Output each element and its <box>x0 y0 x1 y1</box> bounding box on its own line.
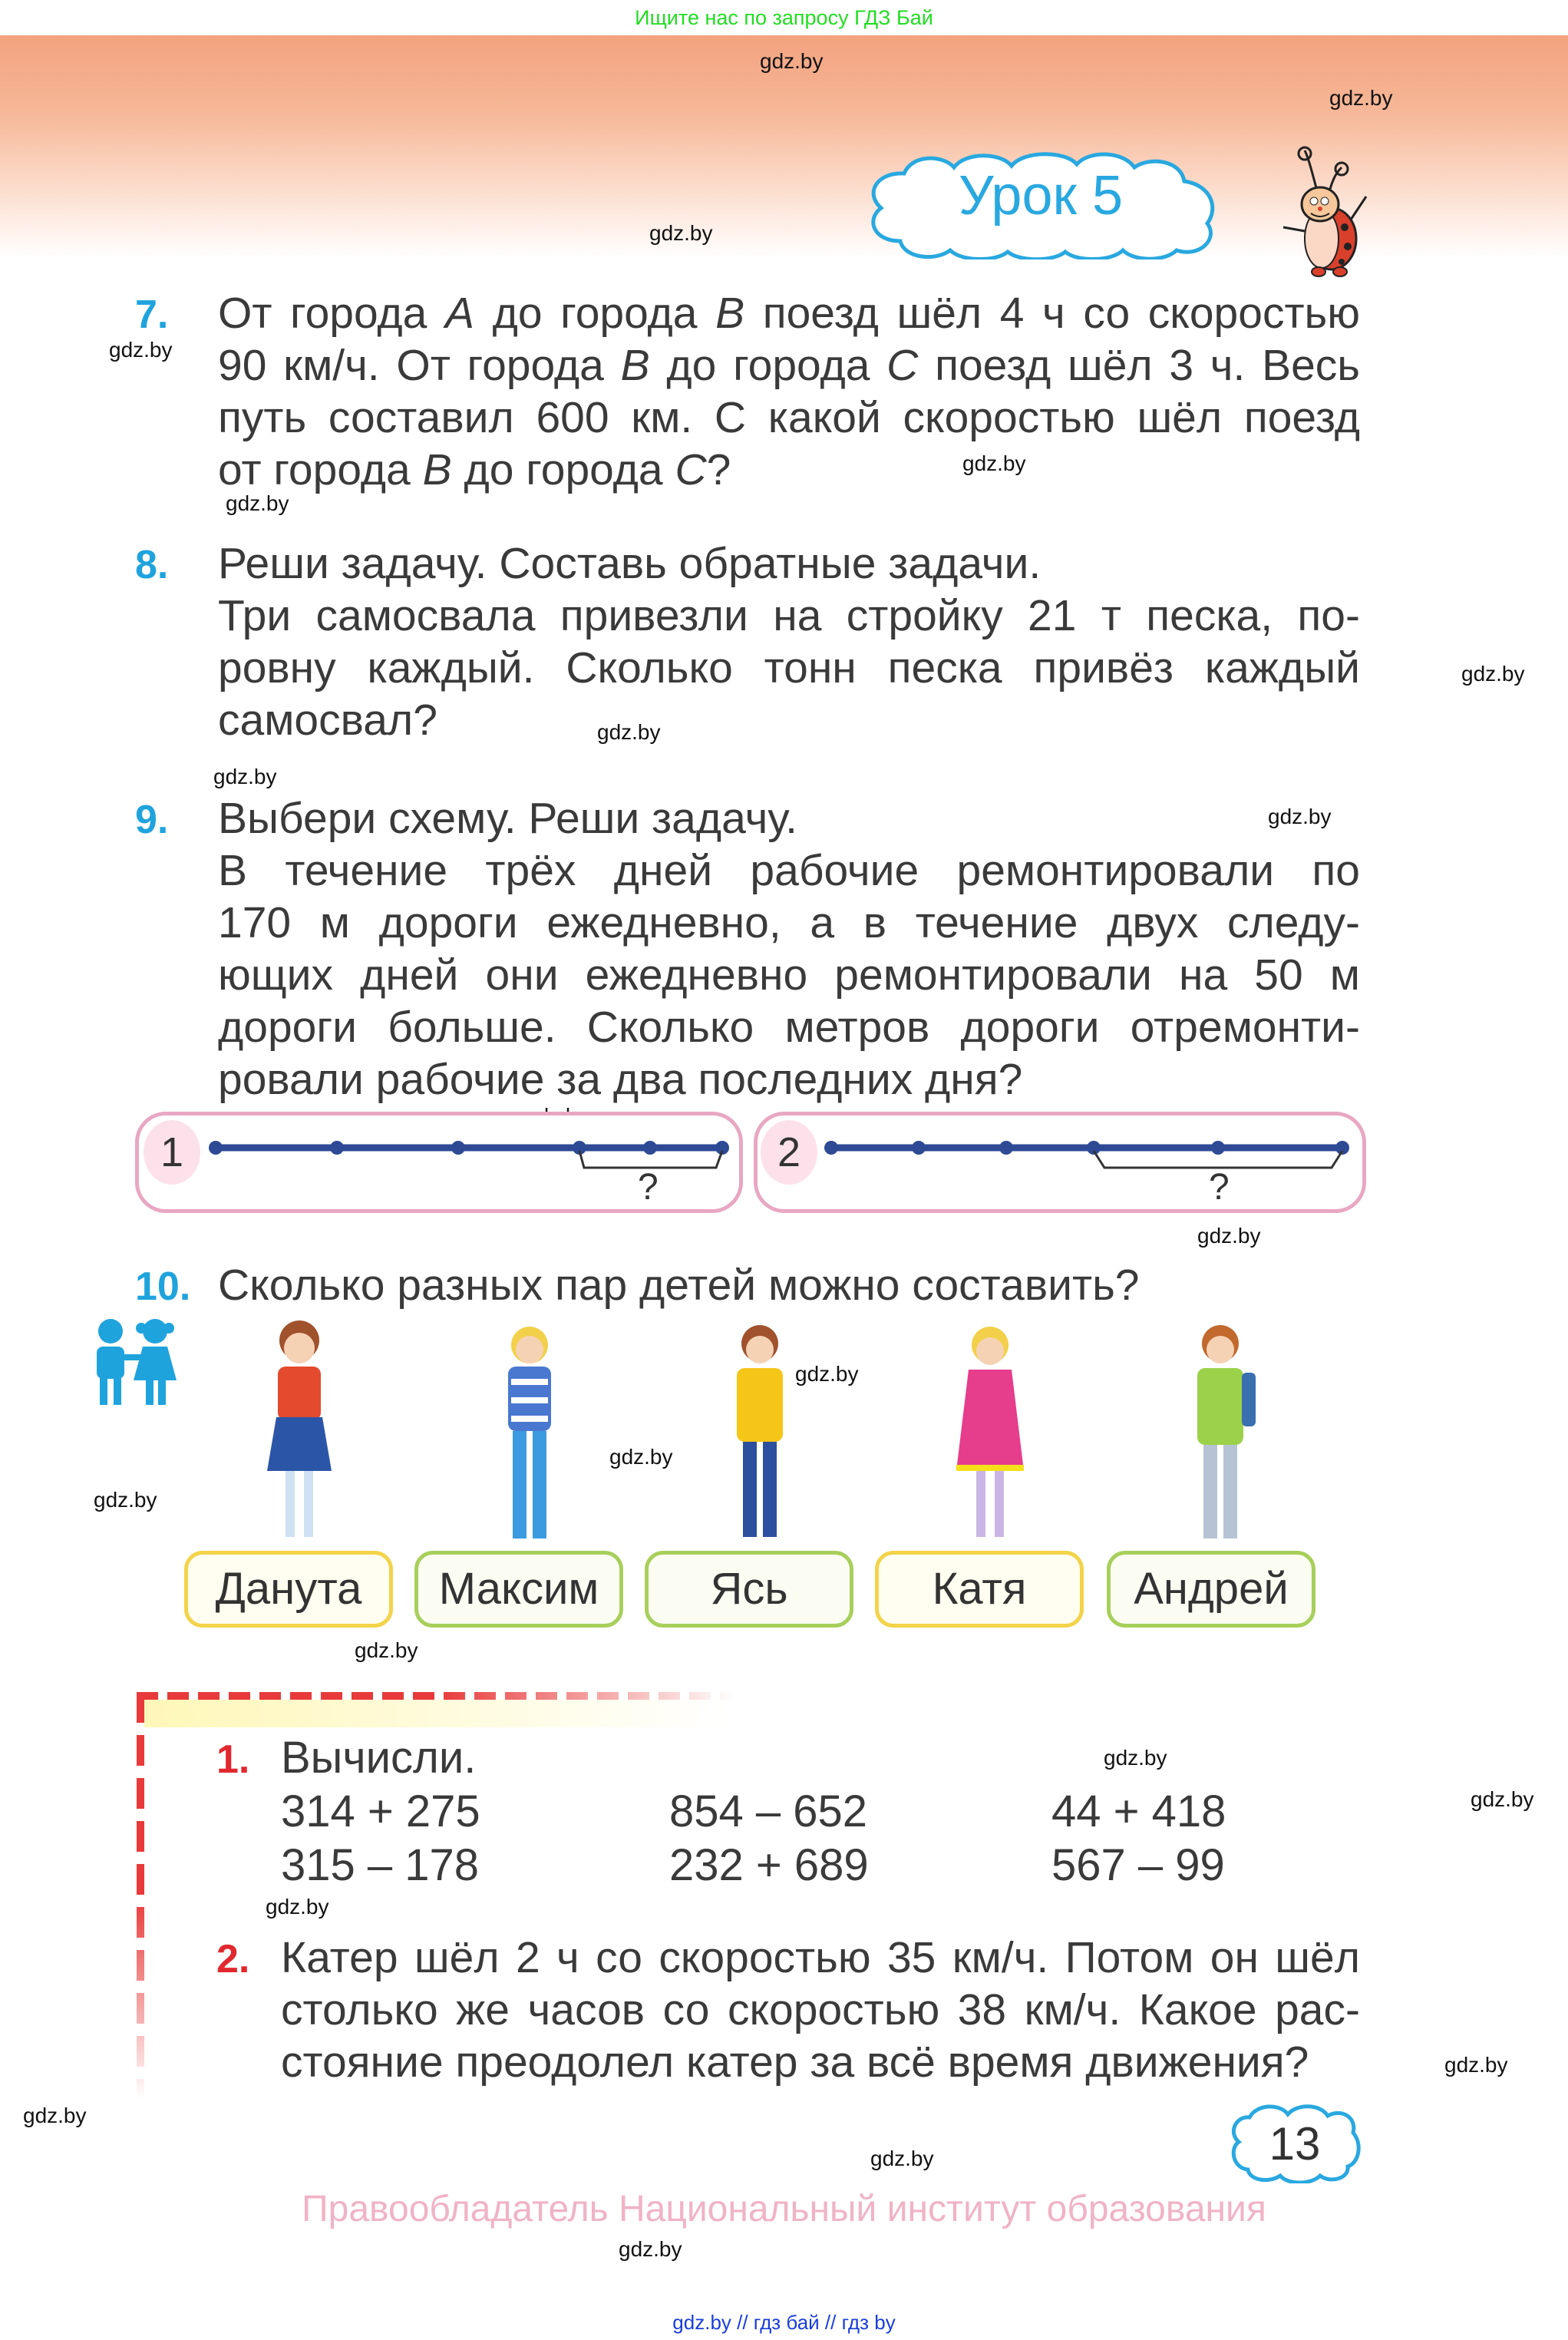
watermark: gdz.by <box>355 1638 418 1662</box>
watermark: gdz.by <box>109 338 173 362</box>
task-7-number: 7. <box>135 292 169 337</box>
task-7-text: От города A до города B поезд шёл 4 ч со скоростью 90 км/ч. От города B до города C поезд шёл 3 ч. Весь путь составил 600 км. С какой скоростью шёл поезд от города B до города C? <box>218 289 1360 494</box>
scheme-1[interactable] <box>135 1112 743 1213</box>
expression: 44 + 418 <box>1051 1786 1226 1836</box>
expression: 314 + 275 <box>281 1786 480 1836</box>
watermark: gdz.by <box>962 451 1026 475</box>
search-banner <box>0 0 1568 35</box>
watermark: gdz.by <box>266 1895 329 1919</box>
child-danuta-figure <box>267 1320 332 1537</box>
homework-frame-highlight <box>144 1700 728 1727</box>
scheme-1-question: ? <box>638 1167 659 1208</box>
watermark: gdz.by <box>1444 2053 1508 2077</box>
task-10-question: Сколько разных пар детей можно составить? <box>218 1261 1140 1310</box>
child-andrey-figure <box>1197 1325 1256 1539</box>
search-banner-text: Ищите нас по запросу ГДЗ Бай <box>635 6 933 29</box>
child-name-danuta: Данута <box>184 1551 393 1628</box>
homework-frame-top <box>137 1692 735 1700</box>
child-name-katya: Катя <box>875 1551 1084 1628</box>
scheme-2-diagram <box>758 1115 1362 1209</box>
scheme-2[interactable] <box>754 1112 1366 1213</box>
watermark: gdz.by <box>1461 662 1525 686</box>
expression: 567 – 99 <box>1051 1840 1225 1890</box>
child-name-yas: Ясь <box>645 1551 853 1628</box>
expression: 315 – 178 <box>281 1840 480 1890</box>
scheme-1-label: 1 <box>144 1120 200 1185</box>
ladybug-icon <box>1274 143 1374 278</box>
watermark: gdz.by <box>619 2237 682 2261</box>
homework-2-number: 2. <box>216 1937 250 1981</box>
task-9-number: 9. <box>135 798 169 842</box>
footer-links[interactable]: gdz.by // гдз бай // гдз by <box>672 2311 896 2334</box>
copyright-notice: Правообладатель Национальный институт образования <box>302 2189 1266 2229</box>
task-8-number: 8. <box>135 543 169 587</box>
task-10-number: 10. <box>135 1264 191 1309</box>
pair-work-icon <box>86 1317 181 1405</box>
watermark: gdz.by <box>649 221 713 245</box>
watermark: gdz.by <box>1104 1746 1167 1770</box>
scheme-2-question: ? <box>1209 1167 1230 1208</box>
watermark: gdz.by <box>94 1488 157 1512</box>
expression: 232 + 689 <box>669 1840 869 1890</box>
child-name-maksim: Максим <box>414 1551 623 1628</box>
watermark: gdz.by <box>795 1362 859 1386</box>
homework-1-number: 1. <box>216 1737 250 1782</box>
watermark: gdz.by <box>1268 805 1332 828</box>
homework-2-text: Катер шёл 2 ч со скоростью 35 км/ч. Потом он шёл столько же часов со скоростью 38 км/ч. Какое рас- стояние преодолел катер за всё время движения? <box>281 1933 1360 2087</box>
lesson-title: Урок 5 <box>958 165 1124 226</box>
task-9-text: Выбери схему. Реши задачу. В течение трёх дней рабочие ремонтировали по 170 м дороги ежедневно, а в течение двух следу- ющих дней они ежедневно ремонтировали на 50 м дороги больше. Сколько метров дороги отремонти- ровали рабочие за два последних дня? <box>218 794 1360 1104</box>
watermark: gdz.by <box>870 2147 934 2170</box>
watermark: gdz.by <box>1329 86 1393 110</box>
child-katya-figure <box>956 1327 1024 1537</box>
task-8-text: Реши задачу. Составь обратные задачи. Три самосвала привезли на стройку 21 т песка, по- ровну каждый. Сколько тонн песка привёз каждый самосвал? <box>218 539 1360 745</box>
page-number: 13 <box>1269 2118 1321 2170</box>
watermark: gdz.by <box>597 720 661 744</box>
homework-frame-left <box>137 1692 144 2099</box>
homework-1-title: Вычисли. <box>281 1733 477 1783</box>
watermark: gdz.by <box>226 491 289 515</box>
watermark: gdz.by <box>213 765 277 788</box>
watermark: gdz.by <box>609 1445 673 1469</box>
child-name-andrey: Андрей <box>1107 1551 1315 1628</box>
watermark: gdz.by <box>760 49 824 73</box>
watermark: gdz.by <box>1471 1787 1534 1811</box>
children-illustration <box>230 1317 1328 1548</box>
expression: 854 – 652 <box>669 1786 868 1836</box>
child-yas-figure <box>737 1325 783 1537</box>
scheme-2-label: 2 <box>761 1120 817 1185</box>
watermark: gdz.by <box>1197 1224 1261 1248</box>
watermark: gdz.by <box>23 2104 87 2127</box>
child-maksim-figure <box>508 1327 551 1539</box>
